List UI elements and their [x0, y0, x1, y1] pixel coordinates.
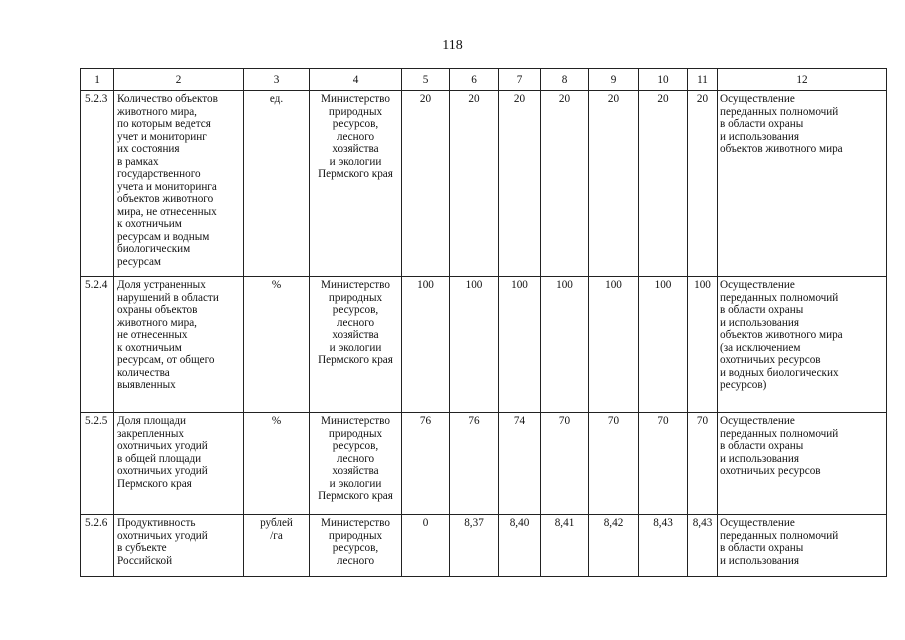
indicator-value: 74: [499, 413, 541, 515]
indicators-table: [80, 68, 887, 577]
indicator-value: 20: [589, 91, 639, 277]
column-header: 4: [310, 69, 402, 91]
column-header: 12: [718, 69, 887, 91]
unit-of-measure: %: [244, 413, 310, 515]
indicator-value: 100: [499, 277, 541, 413]
indicator-value: 20: [450, 91, 499, 277]
table-row: [81, 515, 887, 577]
indicator-value: 100: [450, 277, 499, 413]
note-cell: Осуществление переданных полномочий в области охраны и использования объектов животного мира (за исключением охотничьих ресурсов и водных биологических ресурсов): [718, 277, 887, 413]
indicator-value: 8,37: [450, 515, 499, 577]
indicator-value: 100: [541, 277, 589, 413]
note-cell: Осуществление переданных полномочий в области охраны и использования объектов животного мира: [718, 91, 887, 277]
indicator-value: 20: [499, 91, 541, 277]
indicator-value: 70: [589, 413, 639, 515]
note-cell: Осуществление переданных полномочий в области охраны и использования охотничьих ресурсов: [718, 413, 887, 515]
indicator-value: 8,41: [541, 515, 589, 577]
indicator-value: 76: [402, 413, 450, 515]
unit-of-measure: %: [244, 277, 310, 413]
indicator-value: 20: [688, 91, 718, 277]
responsible-ministry: Министерство природных ресурсов, лесного хозяйства и экологии Пермского края: [310, 413, 402, 515]
indicator-value: 100: [639, 277, 688, 413]
indicator-name: Доля площади закрепленных охотничьих угодий в общей площади охотничьих угодий Пермского края: [114, 413, 244, 515]
indicator-name: Доля устраненных нарушений в области охраны объектов животного мира, не отнесенных к охотничьим ресурсам, от общего количества выявленных: [114, 277, 244, 413]
indicator-value: 20: [541, 91, 589, 277]
indicator-value: 8,42: [589, 515, 639, 577]
indicator-value: 8,40: [499, 515, 541, 577]
column-header: 1: [81, 69, 114, 91]
table-row: [81, 413, 887, 515]
indicator-value: 70: [639, 413, 688, 515]
responsible-ministry: Министерство природных ресурсов, лесного хозяйства и экологии Пермского края: [310, 277, 402, 413]
row-number: 5.2.4: [81, 277, 114, 413]
table-header-row: [81, 69, 887, 91]
indicator-value: 20: [402, 91, 450, 277]
responsible-ministry: Министерство природных ресурсов, лесного: [310, 515, 402, 577]
column-header: 9: [589, 69, 639, 91]
column-header: 2: [114, 69, 244, 91]
indicator-value: 100: [402, 277, 450, 413]
row-number: 5.2.5: [81, 413, 114, 515]
unit-of-measure: рублей /га: [244, 515, 310, 577]
unit-of-measure: ед.: [244, 91, 310, 277]
indicator-value: 76: [450, 413, 499, 515]
column-header: 7: [499, 69, 541, 91]
note-cell: Осуществление переданных полномочий в области охраны и использования: [718, 515, 887, 577]
page-number: 118: [442, 38, 463, 53]
indicator-value: 70: [688, 413, 718, 515]
indicator-value: 100: [589, 277, 639, 413]
column-header: 8: [541, 69, 589, 91]
indicator-name: Продуктивность охотничьих угодий в субъекте Российской: [114, 515, 244, 577]
column-header: 5: [402, 69, 450, 91]
column-header: 3: [244, 69, 310, 91]
column-header: 6: [450, 69, 499, 91]
indicator-value: 70: [541, 413, 589, 515]
row-number: 5.2.6: [81, 515, 114, 577]
table-row: [81, 277, 887, 413]
column-header: 11: [688, 69, 718, 91]
responsible-ministry: Министерство природных ресурсов, лесного хозяйства и экологии Пермского края: [310, 91, 402, 277]
table-row: [81, 91, 887, 277]
column-header: 10: [639, 69, 688, 91]
indicator-value: 0: [402, 515, 450, 577]
indicator-value: 20: [639, 91, 688, 277]
indicator-value: 100: [688, 277, 718, 413]
indicator-value: 8,43: [688, 515, 718, 577]
row-number: 5.2.3: [81, 91, 114, 277]
indicator-value: 8,43: [639, 515, 688, 577]
indicator-name: Количество объектов животного мира, по которым ведется учет и мониторинг их состояния в рамках государственного учета и мониторинга объектов животного мира, не отнесенных к охотничьим ресурсам и водным биологическим ресурсам: [114, 91, 244, 277]
